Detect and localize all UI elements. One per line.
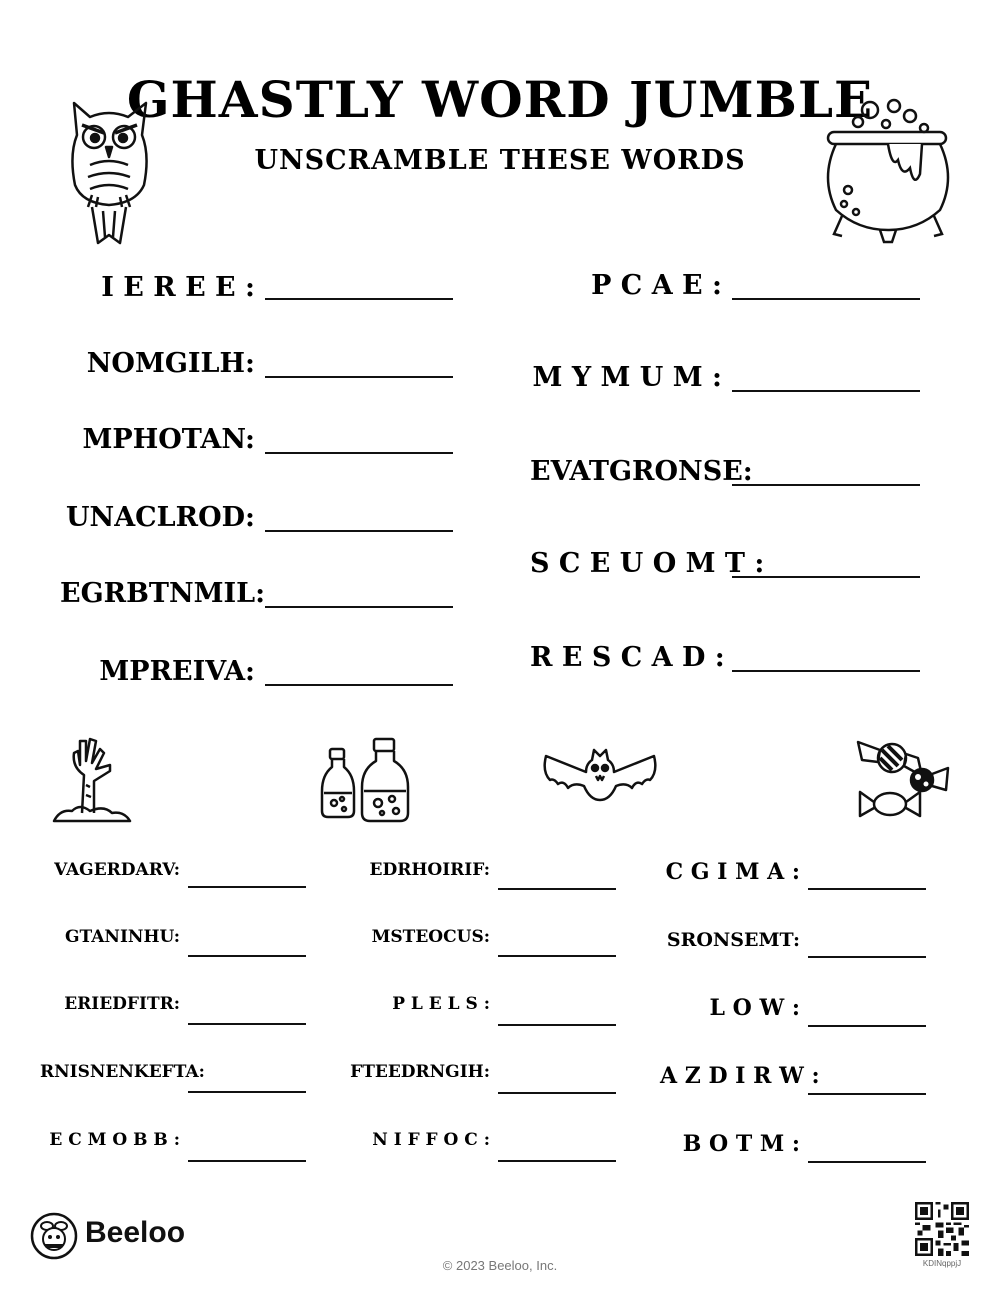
scrambled-word: L O W : bbox=[709, 995, 800, 1021]
answer-line[interactable] bbox=[732, 670, 920, 672]
brand-logo bbox=[30, 1212, 210, 1262]
qr-code-label: KDINqppjJ bbox=[922, 1259, 962, 1268]
scrambled-word: EGRBTNMIL: bbox=[60, 578, 266, 609]
list-item bbox=[60, 498, 460, 538]
scrambled-word: VAGERDARV: bbox=[54, 860, 180, 880]
list-item bbox=[350, 1120, 630, 1160]
list-item bbox=[660, 988, 940, 1028]
list-item bbox=[60, 344, 460, 384]
list-item bbox=[350, 984, 630, 1024]
scrambled-word: E C M O B B : bbox=[49, 1130, 180, 1150]
answer-line[interactable] bbox=[498, 1024, 616, 1026]
scrambled-word: SRONSEMT: bbox=[666, 929, 800, 951]
list-item bbox=[660, 920, 940, 960]
answer-line[interactable] bbox=[732, 298, 920, 300]
list-item bbox=[60, 268, 460, 308]
list-item bbox=[40, 850, 320, 890]
answer-line[interactable] bbox=[732, 484, 920, 486]
scrambled-word: GTANINHU: bbox=[64, 927, 180, 947]
list-item bbox=[60, 574, 460, 614]
list-item bbox=[40, 917, 320, 957]
scrambled-word: C G I M A : bbox=[665, 859, 800, 885]
answer-line[interactable] bbox=[808, 956, 926, 958]
answer-line[interactable] bbox=[732, 390, 920, 392]
answer-line[interactable] bbox=[732, 576, 920, 578]
zombie-hand-icon bbox=[50, 735, 135, 825]
answer-line[interactable] bbox=[265, 298, 453, 300]
list-item bbox=[350, 917, 630, 957]
scrambled-word: MSTEOCUS: bbox=[371, 927, 490, 947]
answer-line[interactable] bbox=[188, 886, 306, 888]
scrambled-word: MPREIVA: bbox=[99, 656, 255, 687]
answer-line[interactable] bbox=[188, 1023, 306, 1025]
cauldron-icon bbox=[818, 98, 958, 246]
list-item bbox=[40, 984, 320, 1024]
answer-line[interactable] bbox=[498, 1092, 616, 1094]
answer-line[interactable] bbox=[188, 955, 306, 957]
list-item bbox=[660, 1056, 940, 1096]
bat-icon bbox=[540, 742, 660, 807]
scrambled-word: FTEEDRNGIH: bbox=[350, 1062, 490, 1082]
scrambled-word: S C E U O M T : bbox=[530, 548, 765, 579]
answer-line[interactable] bbox=[265, 606, 453, 608]
page-subtitle: UNSCRAMBLE THESE WORDS bbox=[254, 145, 746, 176]
brand-name: Beeloo bbox=[85, 1216, 186, 1249]
answer-line[interactable] bbox=[188, 1160, 306, 1162]
answer-line[interactable] bbox=[498, 888, 616, 890]
answer-line[interactable] bbox=[265, 684, 453, 686]
list-item bbox=[350, 1052, 630, 1092]
list-item bbox=[40, 1052, 320, 1092]
answer-line[interactable] bbox=[808, 888, 926, 890]
scrambled-word: ERIEDFITR: bbox=[64, 994, 180, 1014]
list-item bbox=[660, 1124, 940, 1164]
answer-line[interactable] bbox=[265, 376, 453, 378]
candy-icon bbox=[852, 730, 952, 825]
scrambled-word: B O T M : bbox=[682, 1131, 800, 1157]
bee-icon bbox=[30, 1212, 78, 1260]
answer-line[interactable] bbox=[808, 1093, 926, 1095]
list-item bbox=[60, 652, 460, 692]
owl-icon bbox=[62, 95, 157, 245]
scrambled-word: A Z D I R W : bbox=[660, 1063, 820, 1089]
scrambled-word: P L E L S : bbox=[392, 994, 490, 1014]
potion-bottles-icon bbox=[318, 735, 418, 825]
answer-line[interactable] bbox=[265, 530, 453, 532]
scrambled-word: NOMGILH: bbox=[86, 348, 255, 379]
scrambled-word: R E S C A D : bbox=[530, 642, 725, 673]
list-item bbox=[530, 544, 930, 584]
answer-line[interactable] bbox=[498, 955, 616, 957]
scrambled-word: N I F F O C : bbox=[372, 1130, 490, 1150]
qr-code-icon[interactable] bbox=[915, 1202, 969, 1256]
scrambled-word: EVATGRONSE: bbox=[530, 456, 753, 487]
list-item bbox=[350, 850, 630, 890]
scrambled-word: RNISNENKEFTA: bbox=[40, 1062, 205, 1082]
page-title: GHASTLY WORD JUMBLE bbox=[126, 70, 874, 129]
answer-line[interactable] bbox=[188, 1091, 306, 1093]
list-item bbox=[40, 1120, 320, 1160]
scrambled-word: P C A E : bbox=[591, 270, 722, 301]
scrambled-word: MPHOTAN: bbox=[82, 424, 255, 455]
scrambled-word: UNACLROD: bbox=[66, 502, 255, 533]
list-item bbox=[530, 358, 930, 398]
list-item bbox=[530, 452, 930, 492]
answer-line[interactable] bbox=[498, 1160, 616, 1162]
list-item bbox=[530, 266, 930, 306]
answer-line[interactable] bbox=[808, 1161, 926, 1163]
scrambled-word: EDRHOIRIF: bbox=[369, 860, 490, 880]
copyright-text: © 2023 Beeloo, Inc. bbox=[442, 1258, 558, 1273]
answer-line[interactable] bbox=[265, 452, 453, 454]
scrambled-word: M Y M U M : bbox=[532, 362, 722, 393]
list-item bbox=[530, 638, 930, 678]
answer-line[interactable] bbox=[808, 1025, 926, 1027]
scrambled-word: I E R E E : bbox=[101, 272, 255, 303]
list-item bbox=[60, 420, 460, 460]
list-item bbox=[660, 852, 940, 892]
